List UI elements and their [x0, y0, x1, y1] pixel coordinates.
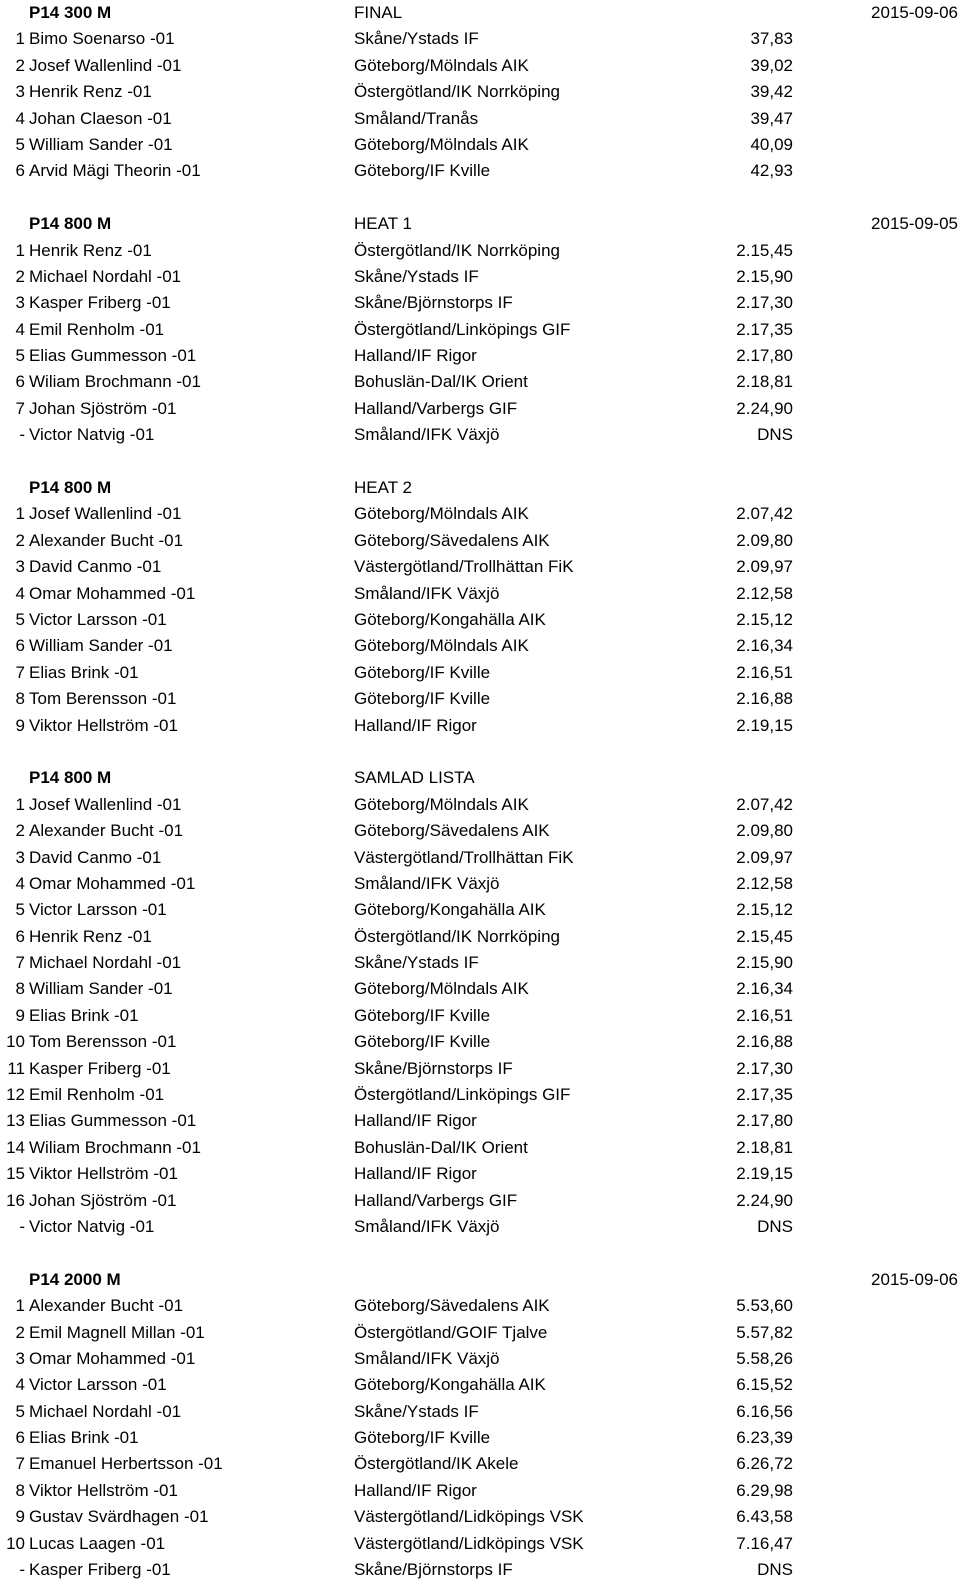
result-row [0, 1451, 960, 1477]
placing: 6 [15, 926, 25, 946]
result-time: 2.16,88 [736, 1032, 793, 1052]
club-name: Småland/IFK Växjö [354, 873, 500, 893]
athlete-name: Tom Berensson -01 [29, 689, 177, 709]
result-row [0, 528, 960, 554]
result-time: DNS [757, 425, 793, 445]
athlete-name: Alexander Bucht -01 [29, 821, 184, 841]
club-name: Skåne/Björnstorps IF [354, 293, 513, 313]
athlete-name: Omar Mohammed -01 [29, 873, 196, 893]
result-row [0, 1425, 960, 1451]
result-row [0, 1504, 960, 1530]
result-time: 2.09,97 [736, 557, 793, 577]
athlete-name: Johan Claeson -01 [29, 108, 172, 128]
result-time: 2.17,80 [736, 1111, 793, 1131]
result-time: 2.17,35 [736, 319, 793, 339]
result-row [0, 976, 960, 1002]
result-row [0, 1320, 960, 1346]
placing: 5 [15, 609, 25, 629]
result-row [0, 581, 960, 607]
athlete-name: Viktor Hellström -01 [29, 1164, 178, 1184]
result-time: 7.16,47 [736, 1533, 793, 1553]
placing: 1 [15, 29, 25, 49]
result-time: 6.26,72 [736, 1454, 793, 1474]
result-row [0, 422, 960, 448]
result-row [0, 818, 960, 844]
placing: 8 [15, 979, 25, 999]
result-row [0, 1135, 960, 1161]
result-time: 2.24,90 [736, 398, 793, 418]
athlete-name: William Sander -01 [29, 134, 173, 154]
club-name: Göteborg/Kongahälla AIK [354, 900, 546, 920]
placing: 6 [15, 161, 25, 181]
result-time: 2.17,30 [736, 1058, 793, 1078]
placing: 5 [15, 346, 25, 366]
result-row [0, 554, 960, 580]
section-header [0, 475, 960, 501]
result-time: 6.29,98 [736, 1480, 793, 1500]
club-name: Halland/IF Rigor [354, 346, 477, 366]
club-name: Småland/IFK Växjö [354, 583, 500, 603]
result-time: 2.16,34 [736, 636, 793, 656]
club-name: Västergötland/Trollhättan FiK [354, 847, 574, 867]
athlete-name: Victor Natvig -01 [29, 1216, 155, 1236]
club-name: Göteborg/Mölndals AIK [354, 979, 529, 999]
club-name: Göteborg/Kongahälla AIK [354, 1375, 546, 1395]
club-name: Östergötland/IK Akele [354, 1454, 519, 1474]
placing: 7 [15, 953, 25, 973]
result-time: 2.17,35 [736, 1085, 793, 1105]
result-row [0, 501, 960, 527]
placing: 2 [15, 821, 25, 841]
club-name: Östergötland/IK Norrköping [354, 82, 560, 102]
athlete-name: Emil Renholm -01 [29, 1085, 165, 1105]
placing: 10 [6, 1533, 25, 1553]
section-header [0, 211, 960, 237]
athlete-name: Alexander Bucht -01 [29, 530, 184, 550]
athlete-name: Elias Brink -01 [29, 662, 139, 682]
athlete-name: David Canmo -01 [29, 847, 162, 867]
athlete-name: Michael Nordahl -01 [29, 1401, 182, 1421]
result-time: 2.15,45 [736, 926, 793, 946]
club-name: Västergötland/Lidköpings VSK [354, 1533, 584, 1553]
result-time: 2.15,12 [736, 609, 793, 629]
club-name: Skåne/Ystads IF [354, 953, 479, 973]
result-time: 42,93 [750, 161, 793, 181]
result-row [0, 264, 960, 290]
athlete-name: Elias Brink -01 [29, 1005, 139, 1025]
placing: 1 [15, 1296, 25, 1316]
placing: 10 [6, 1032, 25, 1052]
club-name: Östergötland/IK Norrköping [354, 926, 560, 946]
result-row [0, 871, 960, 897]
result-row [0, 845, 960, 871]
club-name: Småland/Tranås [354, 108, 479, 128]
placing: 2 [15, 1322, 25, 1342]
section-header [0, 0, 960, 26]
result-row [0, 26, 960, 52]
placing: 3 [15, 293, 25, 313]
result-row [0, 950, 960, 976]
club-name: Göteborg/Sävedalens AIK [354, 821, 550, 841]
club-name: Småland/IFK Växjö [354, 1216, 500, 1236]
athlete-name: Victor Larsson -01 [29, 609, 167, 629]
club-name: Göteborg/IF Kville [354, 1005, 491, 1025]
event-title: P14 800 M [29, 214, 112, 234]
club-name: Göteborg/Sävedalens AIK [354, 1296, 550, 1316]
result-row [0, 79, 960, 105]
club-name: Göteborg/Mölndals AIK [354, 55, 529, 75]
event-title: P14 300 M [29, 3, 112, 22]
results-section [0, 211, 960, 449]
result-row [0, 897, 960, 923]
athlete-name: Henrik Renz -01 [29, 240, 152, 260]
placing: 6 [15, 1428, 25, 1448]
result-row [0, 317, 960, 343]
result-time: 2.16,51 [736, 662, 793, 682]
athlete-name: David Canmo -01 [29, 557, 162, 577]
placing: 9 [15, 715, 25, 735]
result-time: 6.23,39 [736, 1428, 793, 1448]
result-row [0, 290, 960, 316]
athlete-name: Josef Wallenlind -01 [29, 504, 182, 524]
result-time: DNS [757, 1560, 793, 1580]
athlete-name: Wiliam Brochmann -01 [29, 372, 201, 392]
round-label: HEAT 2 [354, 478, 412, 498]
result-time: 2.15,45 [736, 240, 793, 260]
result-time: 2.12,58 [736, 873, 793, 893]
club-name: Östergötland/Linköpings GIF [354, 319, 571, 339]
placing: 12 [6, 1085, 25, 1105]
result-row [0, 132, 960, 158]
club-name: Göteborg/Sävedalens AIK [354, 530, 550, 550]
club-name: Västergötland/Lidköpings VSK [354, 1507, 584, 1527]
result-row [0, 1557, 960, 1583]
result-time: 2.09,97 [736, 847, 793, 867]
placing: 4 [15, 1375, 25, 1395]
placing: 7 [15, 1454, 25, 1474]
result-row [0, 1346, 960, 1372]
result-row [0, 1056, 960, 1082]
result-time: DNS [757, 1216, 793, 1236]
result-time: 5.53,60 [736, 1296, 793, 1316]
athlete-name: Henrik Renz -01 [29, 926, 152, 946]
athlete-name: Michael Nordahl -01 [29, 266, 182, 286]
athlete-name: Johan Sjöström -01 [29, 398, 177, 418]
club-name: Bohuslän-Dal/IK Orient [354, 372, 528, 392]
placing: 3 [15, 557, 25, 577]
result-row [0, 1214, 960, 1240]
result-time: 2.16,51 [736, 1005, 793, 1025]
placing: 2 [15, 530, 25, 550]
result-row [0, 792, 960, 818]
result-time: 2.17,80 [736, 346, 793, 366]
result-time: 39,47 [750, 108, 793, 128]
result-row [0, 158, 960, 184]
placing: 4 [15, 108, 25, 128]
round-label: SAMLAD LISTA [354, 768, 475, 788]
placing: 3 [15, 1348, 25, 1368]
result-time: 39,02 [750, 55, 793, 75]
result-row [0, 1003, 960, 1029]
result-time: 2.09,80 [736, 530, 793, 550]
athlete-name: Emil Magnell Millan -01 [29, 1322, 205, 1342]
club-name: Göteborg/Kongahälla AIK [354, 609, 546, 629]
club-name: Göteborg/IF Kville [354, 662, 491, 682]
athlete-name: Bimo Soenarso -01 [29, 29, 175, 49]
club-name: Göteborg/IF Kville [354, 161, 491, 181]
athlete-name: Kasper Friberg -01 [29, 1058, 171, 1078]
event-date: 2015-09-06 [871, 1269, 958, 1289]
athlete-name: Kasper Friberg -01 [29, 293, 171, 313]
event-date: 2015-09-05 [871, 214, 958, 234]
placing: 7 [15, 662, 25, 682]
result-time: 2.18,81 [736, 1137, 793, 1157]
result-row [0, 1108, 960, 1134]
athlete-name: Elias Gummesson -01 [29, 1111, 197, 1131]
result-time: 6.43,58 [736, 1507, 793, 1527]
athlete-name: Alexander Bucht -01 [29, 1296, 184, 1316]
result-row [0, 1161, 960, 1187]
athlete-name: Omar Mohammed -01 [29, 1348, 196, 1368]
club-name: Halland/IF Rigor [354, 1480, 477, 1500]
club-name: Skåne/Ystads IF [354, 29, 479, 49]
result-row [0, 106, 960, 132]
placing: 5 [15, 134, 25, 154]
club-name: Halland/IF Rigor [354, 715, 477, 735]
section-header [0, 765, 960, 791]
athlete-name: Tom Berensson -01 [29, 1032, 177, 1052]
result-time: 2.15,12 [736, 900, 793, 920]
result-row [0, 396, 960, 422]
result-row [0, 1372, 960, 1398]
result-row [0, 1082, 960, 1108]
results-section [0, 1267, 960, 1584]
result-time: 5.57,82 [736, 1322, 793, 1342]
athlete-name: Emanuel Herbertsson -01 [29, 1454, 223, 1474]
placing: 6 [15, 372, 25, 392]
result-time: 2.16,34 [736, 979, 793, 999]
club-name: Småland/IFK Växjö [354, 425, 500, 445]
result-row [0, 660, 960, 686]
club-name: Göteborg/IF Kville [354, 689, 491, 709]
result-time: 2.07,42 [736, 504, 793, 524]
placing: 9 [15, 1005, 25, 1025]
club-name: Skåne/Ystads IF [354, 1401, 479, 1421]
placing: 4 [15, 583, 25, 603]
event-title: P14 800 M [29, 478, 112, 498]
result-row [0, 1293, 960, 1319]
result-time: 2.19,15 [736, 1164, 793, 1184]
athlete-name: Henrik Renz -01 [29, 82, 152, 102]
athlete-name: Elias Gummesson -01 [29, 346, 197, 366]
section-header [0, 1267, 960, 1293]
club-name: Halland/IF Rigor [354, 1164, 477, 1184]
placing: 4 [15, 319, 25, 339]
result-row [0, 1188, 960, 1214]
result-row [0, 713, 960, 739]
athlete-name: Victor Larsson -01 [29, 900, 167, 920]
result-time: 2.24,90 [736, 1190, 793, 1210]
athlete-name: Josef Wallenlind -01 [29, 55, 182, 75]
placing: - [19, 1560, 25, 1580]
result-time: 2.12,58 [736, 583, 793, 603]
club-name: Småland/IFK Växjö [354, 1348, 500, 1368]
club-name: Skåne/Ystads IF [354, 266, 479, 286]
round-label: HEAT 1 [354, 214, 412, 234]
placing: 1 [15, 794, 25, 814]
athlete-name: Kasper Friberg -01 [29, 1560, 171, 1580]
athlete-name: Lucas Laagen -01 [29, 1533, 166, 1553]
athlete-name: Elias Brink -01 [29, 1428, 139, 1448]
placing: - [19, 425, 25, 445]
result-row [0, 238, 960, 264]
placing: 11 [7, 1058, 25, 1078]
athlete-name: Viktor Hellström -01 [29, 1480, 178, 1500]
results-section [0, 475, 960, 739]
result-row [0, 369, 960, 395]
result-time: 2.19,15 [736, 715, 793, 735]
placing: 13 [6, 1111, 25, 1131]
event-title: P14 800 M [29, 768, 112, 788]
result-time: 39,42 [750, 82, 793, 102]
result-row [0, 686, 960, 712]
club-name: Halland/Varbergs GIF [354, 1190, 518, 1210]
athlete-name: Victor Larsson -01 [29, 1375, 167, 1395]
placing: 8 [15, 689, 25, 709]
placing: 1 [15, 240, 25, 260]
athlete-name: William Sander -01 [29, 979, 173, 999]
placing: 8 [15, 1480, 25, 1500]
result-row [0, 1478, 960, 1504]
result-time: 2.09,80 [736, 821, 793, 841]
club-name: Östergötland/IK Norrköping [354, 240, 560, 260]
athlete-name: Arvid Mägi Theorin -01 [29, 161, 201, 181]
results-section [0, 765, 960, 1240]
club-name: Göteborg/IF Kville [354, 1032, 491, 1052]
placing: - [19, 1216, 25, 1236]
result-time: 2.07,42 [736, 794, 793, 814]
athlete-name: Gustav Svärdhagen -01 [29, 1507, 209, 1527]
club-name: Göteborg/Mölndals AIK [354, 134, 529, 154]
athlete-name: Johan Sjöström -01 [29, 1190, 177, 1210]
result-row [0, 1029, 960, 1055]
result-row [0, 343, 960, 369]
result-time: 2.15,90 [736, 953, 793, 973]
result-time: 2.17,30 [736, 293, 793, 313]
athlete-name: Michael Nordahl -01 [29, 953, 182, 973]
club-name: Västergötland/Trollhättan FiK [354, 557, 574, 577]
placing: 4 [15, 873, 25, 893]
result-row [0, 1531, 960, 1557]
club-name: Östergötland/GOIF Tjalve [354, 1322, 548, 1342]
placing: 5 [15, 1401, 25, 1421]
result-row [0, 633, 960, 659]
round-label: FINAL [354, 3, 403, 22]
placing: 15 [6, 1164, 25, 1184]
club-name: Halland/IF Rigor [354, 1111, 477, 1131]
club-name: Östergötland/Linköpings GIF [354, 1085, 571, 1105]
placing: 14 [6, 1137, 25, 1157]
club-name: Göteborg/Mölndals AIK [354, 636, 529, 656]
result-time: 37,83 [750, 29, 793, 49]
placing: 2 [15, 266, 25, 286]
result-row [0, 53, 960, 79]
athlete-name: Emil Renholm -01 [29, 319, 165, 339]
athlete-name: Victor Natvig -01 [29, 425, 155, 445]
club-name: Göteborg/IF Kville [354, 1428, 491, 1448]
athlete-name: Josef Wallenlind -01 [29, 794, 182, 814]
placing: 5 [15, 900, 25, 920]
club-name: Halland/Varbergs GIF [354, 398, 518, 418]
placing: 3 [15, 82, 25, 102]
club-name: Skåne/Björnstorps IF [354, 1560, 513, 1580]
placing: 1 [15, 504, 25, 524]
result-time: 6.15,52 [736, 1375, 793, 1395]
result-time: 2.16,88 [736, 689, 793, 709]
result-time: 2.18,81 [736, 372, 793, 392]
result-time: 5.58,26 [736, 1348, 793, 1368]
result-time: 6.16,56 [736, 1401, 793, 1421]
event-date: 2015-09-06 [871, 3, 958, 22]
athlete-name: Omar Mohammed -01 [29, 583, 196, 603]
result-time: 2.15,90 [736, 266, 793, 286]
club-name: Göteborg/Mölndals AIK [354, 504, 529, 524]
results-section [0, 0, 960, 185]
result-row [0, 924, 960, 950]
placing: 2 [15, 55, 25, 75]
placing: 16 [6, 1190, 25, 1210]
event-title: P14 2000 M [29, 1269, 121, 1289]
club-name: Skåne/Björnstorps IF [354, 1058, 513, 1078]
result-row [0, 607, 960, 633]
club-name: Bohuslän-Dal/IK Orient [354, 1137, 528, 1157]
athlete-name: Wiliam Brochmann -01 [29, 1137, 201, 1157]
placing: 3 [15, 847, 25, 867]
athlete-name: William Sander -01 [29, 636, 173, 656]
athlete-name: Viktor Hellström -01 [29, 715, 178, 735]
club-name: Göteborg/Mölndals AIK [354, 794, 529, 814]
placing: 7 [15, 398, 25, 418]
placing: 6 [15, 636, 25, 656]
placing: 9 [15, 1507, 25, 1527]
result-row [0, 1399, 960, 1425]
result-time: 40,09 [750, 134, 793, 154]
